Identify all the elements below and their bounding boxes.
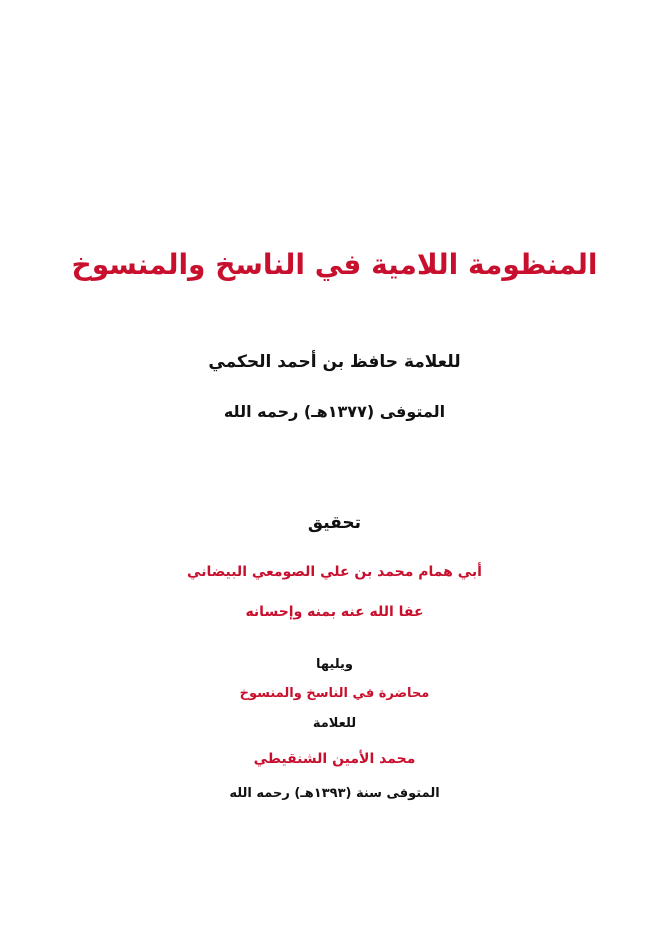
author-death-date: المتوفى (١٣٧٧هـ) رحمه الله	[223, 402, 446, 421]
second-author-name: محمد الأمين الشنقيطي	[253, 751, 416, 767]
book-title: المنظومة اللامية في الناسخ والمنسوخ	[71, 248, 598, 281]
lecture-title: محاضرة في الناسخ والمنسوخ	[239, 686, 430, 701]
author-line: للعلامة حافظ بن أحمد الحكمي	[208, 352, 461, 372]
editor-dua: عفا الله عنه بمنه وإحسانه	[245, 604, 424, 620]
second-author-death-date: المتوفى سنة (١٣٩٣هـ) رحمه الله	[229, 786, 440, 801]
followed-by-label: ويليها	[315, 657, 354, 672]
editor-name: أبي همام محمد بن علي الصومعي البيضاني	[187, 564, 482, 580]
tahqiq-label: تحقيق	[307, 513, 362, 533]
allama-label: للعلامة	[312, 716, 357, 731]
